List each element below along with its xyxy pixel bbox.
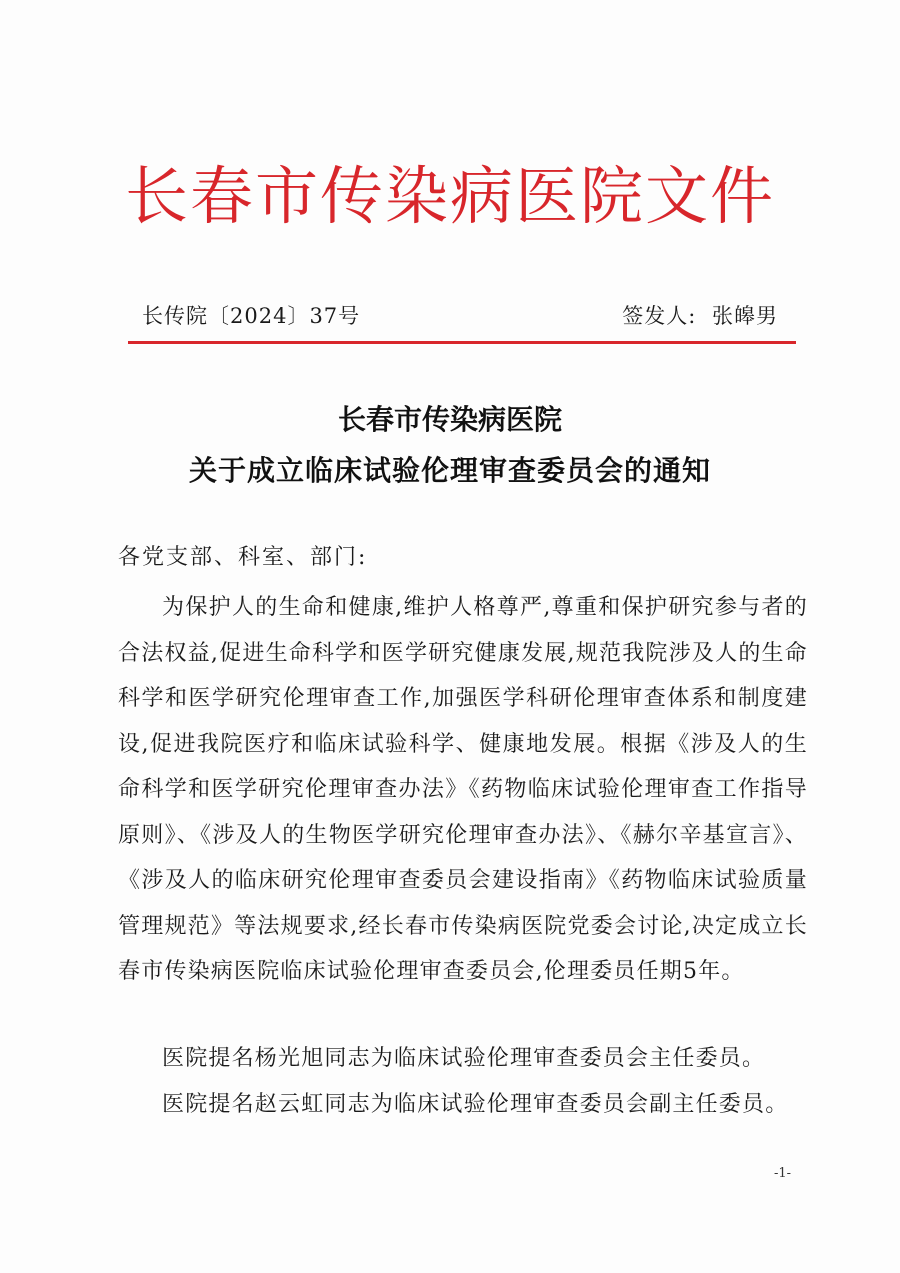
notice-title-line2: 关于成立临床试验伦理审查委员会的通知 [188, 454, 711, 487]
signer-name: 张皞男 [712, 304, 778, 328]
page-number: -1- [774, 1166, 792, 1181]
header-divider [128, 341, 796, 344]
body-paragraph: 为保护人的生命和健康,维护人格尊严,尊重和保护研究参与者的合法权益,促进生命科学和医学研究健康发展,规范我院涉及人的生命科学和医学研究伦理审查工作,加强医学科研伦理审查体系和制度建设,促进我院医疗和临床试验科学、健康地发展。根据《涉及人的生命科学和医学研究伦理审查办法》《药物临床试验伦理审查工作指导原则》、《涉及人的生物医学研究伦理审查办法》、《赫尔辛基宣言》、《涉及人的临床研究伦理审查委员会建设指南》《药物临床试验质量管理规范》等法规要求,经长春市传染病医院党委会讨论,决定成立长春市传染病医院临床试验伦理审查委员会,伦理委员任期5年。 [118, 595, 808, 984]
body-paragraph: 医院提名赵云虹同志为临床试验伦理审查委员会副主任委员。 [162, 1092, 789, 1117]
notice-title-line1: 长春市传染病医院 [337, 403, 562, 436]
body-paragraph: 医院提名杨光旭同志为临床试验伦理审查委员会主任委员。 [162, 1046, 766, 1071]
salutation: 各党支部、科室、部门: [118, 545, 368, 570]
signer-block [622, 300, 778, 330]
signer-label: 签发人: [622, 304, 697, 328]
document-number: 长传院〔2024〕37号 [142, 304, 361, 328]
document-header-title: 长春市传染病医院文件 [125, 160, 775, 233]
